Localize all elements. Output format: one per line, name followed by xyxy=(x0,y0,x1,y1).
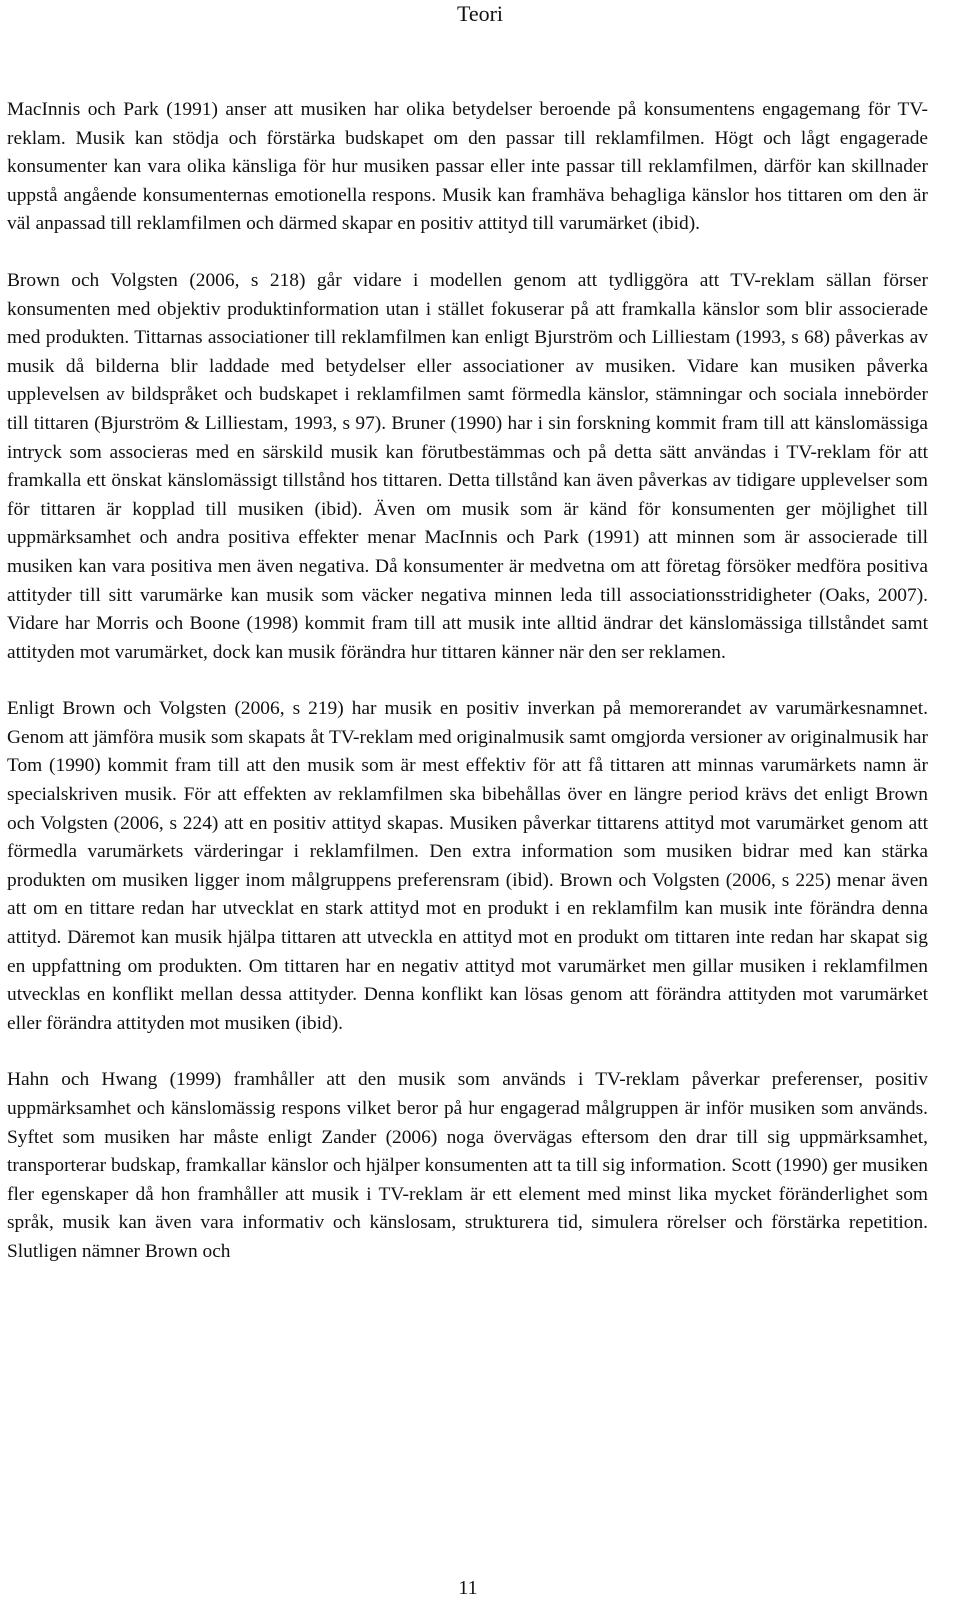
paragraph-1: MacInnis och Park (1991) anser att musiken har olika betydelser beroende på konsumentens engagemang för TV-reklam. Musik kan stödja och förstärka budskapet om den passar till reklamfilmen. Högt och lågt engagerade konsumenter kan vara olika känsliga för hur musiken passar eller inte passar till reklamfilmen, därför kan skillnader uppstå angående konsumenternas emotionella respons. Musik kan framhäva behagliga känslor hos tittaren om den är väl anpassad till reklamfilmen och därmed skapar en positiv attityd till varumärket (ibid). xyxy=(7,99,928,235)
document-body xyxy=(7,96,928,1267)
page-number: 11 xyxy=(458,1577,478,1599)
paragraph-3: Enligt Brown och Volgsten (2006, s 219) har musik en positiv inverkan på memorerandet av varumärkesnamnet. Genom att jämföra musik som skapats åt TV-reklam med originalmusik samt omgjorda versioner av originalmusik har Tom (1990) kommit fram till att den musik som är mest effektiv för att få tittaren att minnas varumärkets namn är specialskriven musik. För att effekten av reklamfilmen ska bibehållas över en längre period krävs det enligt Brown och Volgsten (2006, s 224) att en positiv attityd skapas. Musiken påverkar tittarens attityd mot varumärket genom att förmedla varumärkets värderingar i reklamfilmen. Den extra information som musiken bidrar med kan stärka produkten om musiken ligger inom målgruppens preferensram (ibid). Brown och Volgsten (2006, s 225) menar även att om en tittare redan har utvecklat en stark attityd mot en produkt i en reklamfilm kan musik inte förändra denna attityd. Däremot kan musik hjälpa tittaren att utveckla en attityd mot en produkt om tittaren inte redan har skapat sig en uppfattning om produkten. Om tittaren har en negativ attityd mot varumärket men gillar musiken i reklamfilmen utvecklas en konflikt mellan dessa attityder. Denna konflikt kan lösas genom att förändra attityden mot varumärket eller förändra attityden mot musiken (ibid). xyxy=(7,698,928,1034)
page-header-title: Teori xyxy=(456,1,504,26)
paragraph-2: Brown och Volgsten (2006, s 218) går vidare i modellen genom att tydliggöra att TV-reklam sällan förser konsumenten med objektiv produktinformation utan i stället fokuserar på att framkalla känslor som blir associerade med produkten. Tittarnas associationer till reklamfilmen kan enligt Bjurström och Lilliestam (1993, s 68) påverkas av musik då bilderna blir laddade med betydelser eller associationer av musiken. Vidare kan musiken påverka upplevelsen av bildspråket och budskapet i reklamfilmen samt förmedla känslor, stämningar och sociala innebörder till tittaren (Bjurström & Lilliestam, 1993, s 97). Bruner (1990) har i sin forskning kommit fram till att känslomässiga intryck som associeras med en särskild musik kan förutbestämmas och på detta sätt användas i TV-reklam för att framkalla ett önskat känslomässigt tillstånd hos tittaren. Detta tillstånd kan även påverkas av tidigare upplevelser som för tittaren är kopplad till musiken (ibid). Även om musik som är känd för konsumenten ger möjlighet till uppmärksamhet och andra positiva effekter menar MacInnis och Park (1991) att minnen som är associerade till musiken kan vara positiva men även negativa. Då konsumenter är medvetna om att företag försöker medföra positiva attityder till sitt varumärke kan musik som väcker negativa minnen leda till associationsstridigheter (Oaks, 2007). Vidare har Morris och Boone (1998) kommit fram till att musik inte alltid ändrar det känslomässiga tillståndet samt attityden mot varumärket, dock kan musik förändra hur tittaren känner när den ser reklamen. xyxy=(7,269,928,663)
paragraph-4: Hahn och Hwang (1999) framhåller att den musik som används i TV-reklam påverkar preferenser, positiv uppmärksamhet och känslomässig respons vilket beror på hur engagerad målgruppen är inför musiken som används. Syftet som musiken har måste enligt Zander (2006) noga övervägas eftersom den drar till sig uppmärksamhet, transporterar budskap, framkallar känslor och hjälper konsumenten att ta till sig information. Scott (1990) ger musiken fler egenskaper då hon framhåller att musik i TV-reklam är ett element med minst lika mycket föränderlighet som språk, musik kan även vara informativ och känslosam, strukturera tid, simulera rörelser och förstärka repetition. Slutligen nämner Brown och xyxy=(7,1069,928,1262)
